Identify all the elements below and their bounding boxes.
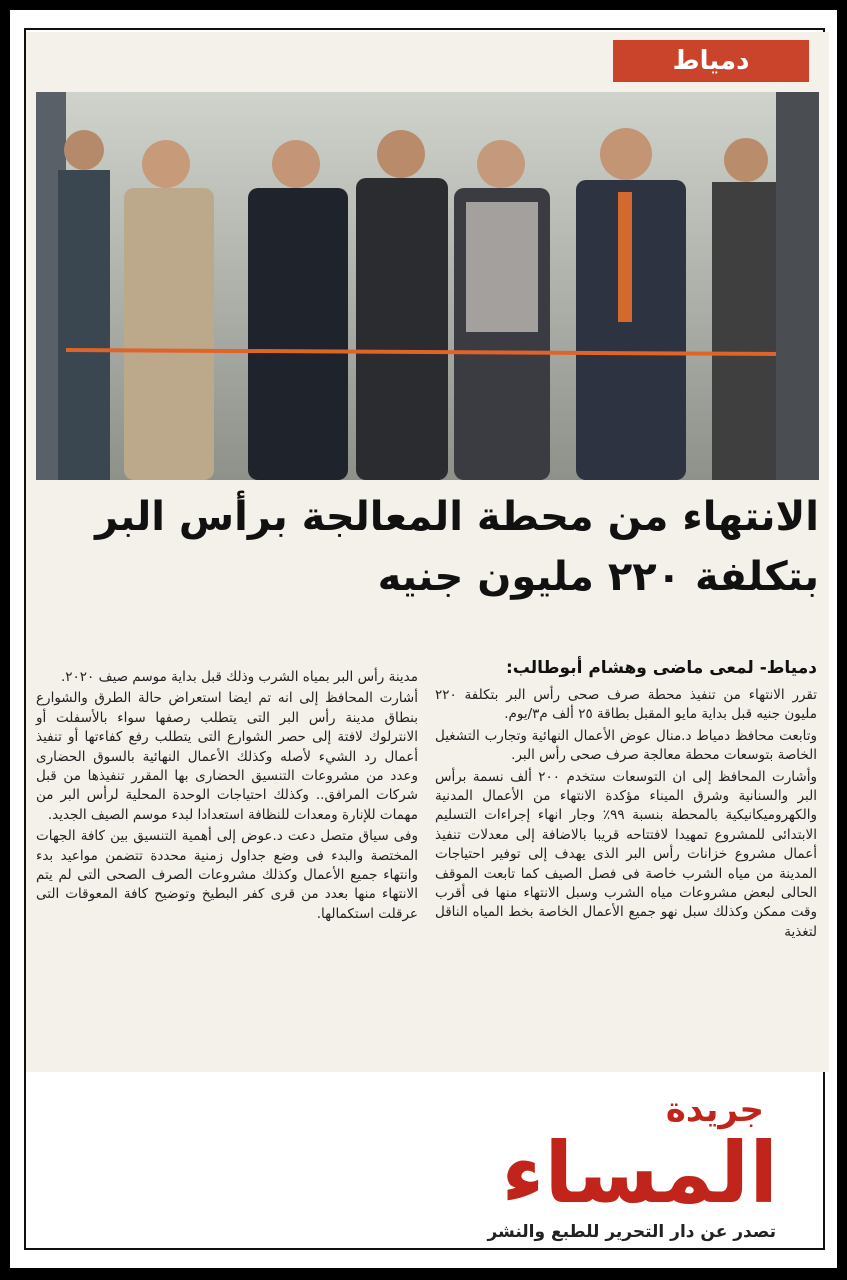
person-4	[356, 130, 448, 480]
page-frame	[10, 10, 837, 1268]
logo-main-text: المساء	[501, 1124, 778, 1222]
ribbon-cutting-photo	[36, 92, 819, 480]
paragraph: مدينة رأس البر بمياه الشرب وذلك قبل بداية موسم صيف ٢٠٢٠.	[60, 669, 418, 685]
logo-tagline: تصدر عن دار التحرير للطبع والنشر	[487, 1222, 776, 1242]
person-2	[124, 140, 214, 480]
headline-line-2: بتكلفة ٢٢٠ مليون جنيه	[377, 554, 819, 600]
paragraph: وأشارت المحافظ إلى ان التوسعات ستخدم ٢٠٠ ألف نسمة برأس البر والسنانية وشرق الميناء مؤكدة الانتهاء من الأعمال المدنية والكهروميكانيكية بالمحطة بنسبة ٩٩٪ وجار انهاء إجراءات التسليم الابتدائى للمشروع تمهيدا لافتتاحه قريبا بالاضافة إلى معدلات تنفيذ أعمال مشروع خزانات رأس البر الذى يهدف إلى توفير احتياجات المدينة من مياه الشرب خاصة فى فصل الصيف كما تابعت الموقف الحالى لبعض مشروعات مياه الشرب وسبل الانتهاء منها فى أقرب وقت ممكن وكذلك سبل نهو جميع الأعمال الخاصة بخط المياه الناقل لتغذية	[435, 768, 817, 940]
person-6	[576, 128, 686, 480]
article-column-left	[36, 668, 418, 926]
headline	[36, 487, 819, 607]
person-3	[248, 140, 348, 480]
news-photo	[36, 92, 819, 480]
person-1	[58, 130, 110, 480]
logo-small-text: جريدة	[665, 1090, 764, 1130]
paragraph: أشارت المحافظ إلى انه تم ايضا استعراض حالة الطرق والشوارع بنطاق مدينة رأس البر التى يتطلب رصفها سواء بالأسفلت أو الانترلوك لافتة إلى حصر الشوارع التى يتطلب رفع كفاءتها أو تنفيذ أعمال رد الشيء لأصله وكذلك الأعمال النهائية بالسوق الحضارى وعدد من مشروعات التنسيق الحضارى بها المقرر تنفيذها من قبل شركات المرافق.. وكذلك احتياجات الوحدة المحلية لرأس البر من مهمات للإنارة ومعدات للنظافة استعدادا لبدء موسم الصيف الجديد.	[36, 690, 418, 823]
newspaper-clipping	[26, 32, 829, 1072]
paragraph: وفى سياق متصل دعت د.عوض إلى أهمية التنسيق بين كافة الجهات المختصة والبدء فى وضع جداول زمنية محددة تتضمن مواعيد بدء وانتهاء جميع الأعمال وكذلك مشروعات الصرف الصحى التى لم يتم الانتهاء منها بعدد من قرى كفر البطيخ وتوضيح كافة المعوقات التى عرقلت استكمالها.	[36, 828, 418, 922]
section-tag: دمياط	[613, 40, 809, 82]
article-column-right	[435, 686, 817, 944]
byline: دمياط- لمعى ماضى وهشام أبوطالب:	[505, 658, 817, 678]
person-7	[712, 138, 776, 480]
paragraph: تقرر الانتهاء من تنفيذ محطة صرف صحى رأس البر بتكلفة ٢٢٠ مليون جنيه قبل بداية مايو المقبل بطاقة ٢٥ ألف م٣/يوم.	[435, 687, 817, 723]
headline-line-1: الانتهاء من محطة المعالجة برأس البر	[95, 494, 819, 540]
newspaper-logo	[480, 1080, 800, 1260]
person-5	[454, 140, 550, 480]
paragraph: وتابعت محافظ دمياط د.منال عوض الأعمال النهائية وتجارب التشغيل الخاصة بتوسعات محطة معالجة صرف صحى رأس البر.	[435, 727, 817, 764]
